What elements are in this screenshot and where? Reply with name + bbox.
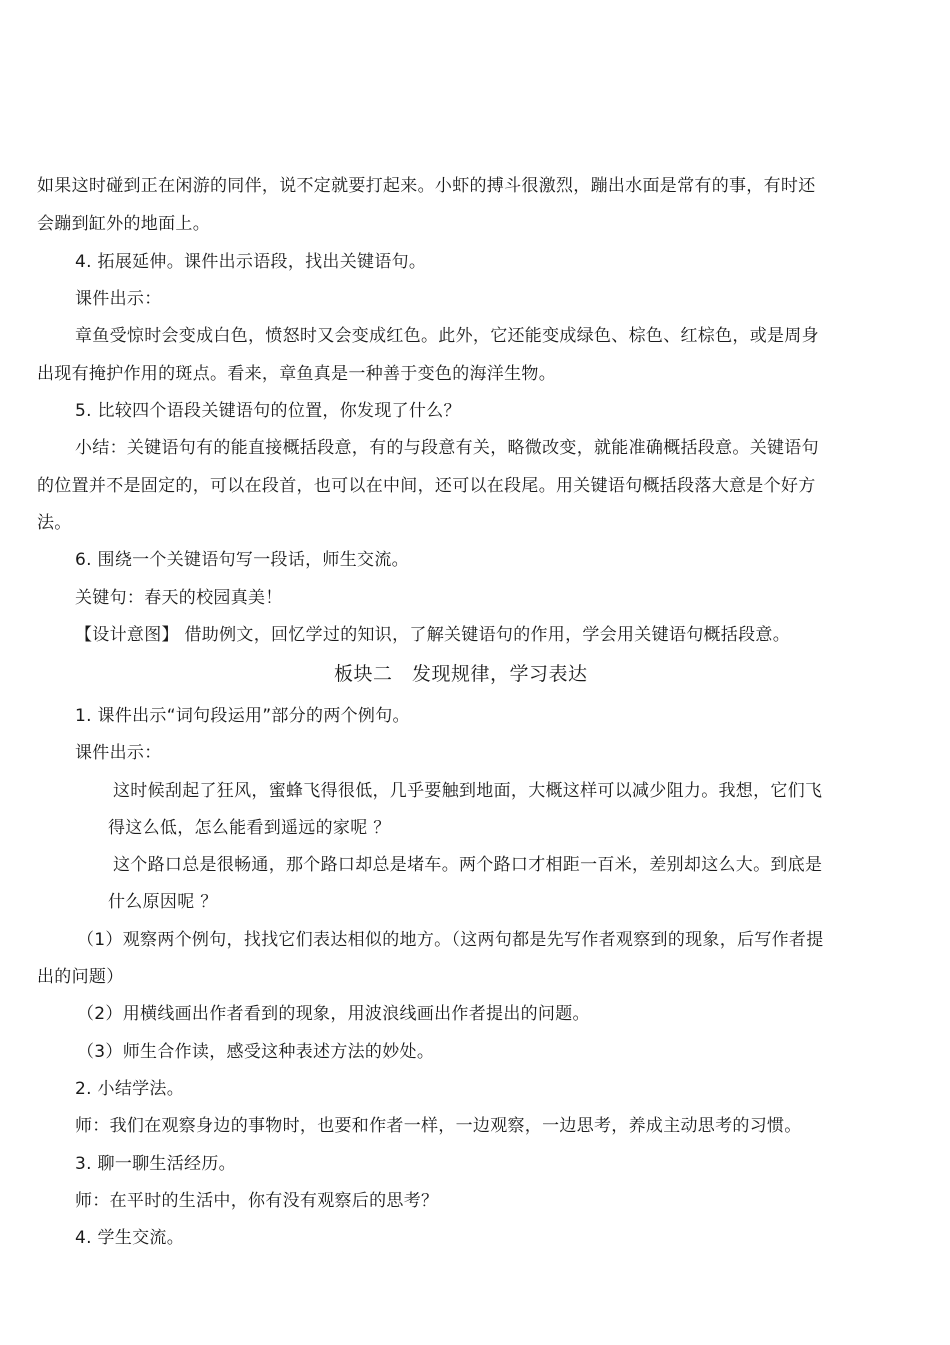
courseware-label: 课件出示：	[75, 289, 162, 309]
example-sentence: 什么原因呢 ？	[108, 892, 218, 912]
section-title: 板块二 发现规律，学习表达	[334, 663, 588, 685]
key-sentence: 关键句：春天的校园真美！	[75, 588, 283, 608]
example-sentence: 这个路口总是很畅通，那个路口却总是堵车。两个路口才相距一百米，差别却这么大。到底是	[113, 855, 823, 875]
sub-step: （3）师生合作读，感受这种表述方法的妙处。	[77, 1042, 435, 1062]
step-heading: 4. 学生交流。	[75, 1228, 185, 1248]
paragraph-line: 如果这时碰到正在闲游的同伴，说不定就要打起来。小虾的搏斗很激烈，蹦出水面是常有的事，有时还	[37, 176, 816, 196]
paragraph-line: 会蹦到缸外的地面上。	[37, 214, 210, 234]
summary-line: 法。	[37, 513, 72, 533]
step-heading: 4. 拓展延伸。课件出示语段，找出关键语句。	[75, 252, 427, 272]
courseware-label: 课件出示：	[75, 743, 162, 763]
summary-line: 小结：关键语句有的能直接概括段意，有的与段意有关，略微改变，就能准确概括段意。关键语句	[75, 438, 819, 458]
sub-step: （2）用横线画出作者看到的现象，用波浪线画出作者提出的问题。	[77, 1004, 590, 1024]
step-heading: 1. 课件出示“词句段运用”部分的两个例句。	[75, 706, 410, 726]
step-heading: 3. 聊一聊生活经历。	[75, 1154, 236, 1174]
paragraph-line: 章鱼受惊时会变成白色，愤怒时又会变成红色。此外，它还能变成绿色、棕色、红棕色，或是周身	[75, 326, 819, 346]
step-heading: 2. 小结学法。	[75, 1079, 185, 1099]
example-sentence: 这时候刮起了狂风，蜜蜂飞得很低，几乎要触到地面，大概这样可以减少阻力。我想，它们飞	[113, 781, 823, 801]
paragraph-line: 出现有掩护作用的斑点。看来，章鱼真是一种善于变色的海洋生物。	[37, 364, 556, 384]
example-sentence: 得这么低，怎么能看到遥远的家呢 ？	[108, 818, 391, 838]
design-intent: 【设计意图】 借助例文，回忆学过的知识，了解关键语句的作用，学会用关键语句概括段意。	[75, 625, 791, 645]
teacher-line: 师：我们在观察身边的事物时，也要和作者一样，一边观察，一边思考，养成主动思考的习惯。	[75, 1116, 802, 1136]
summary-line: 的位置并不是固定的，可以在段首，也可以在中间，还可以在段尾。用关键语句概括段落大意是个好方	[37, 476, 816, 496]
sub-step: 出的问题）	[37, 967, 124, 987]
teacher-line: 师：在平时的生活中，你有没有观察后的思考？	[75, 1191, 439, 1211]
sub-step: （1）观察两个例句，找找它们表达相似的地方。（这两句都是先写作者观察到的现象，后写作者提	[77, 930, 824, 950]
step-heading: 5. 比较四个语段关键语句的位置，你发现了什么？	[75, 401, 461, 421]
step-heading: 6. 围绕一个关键语句写一段话，师生交流。	[75, 550, 409, 570]
